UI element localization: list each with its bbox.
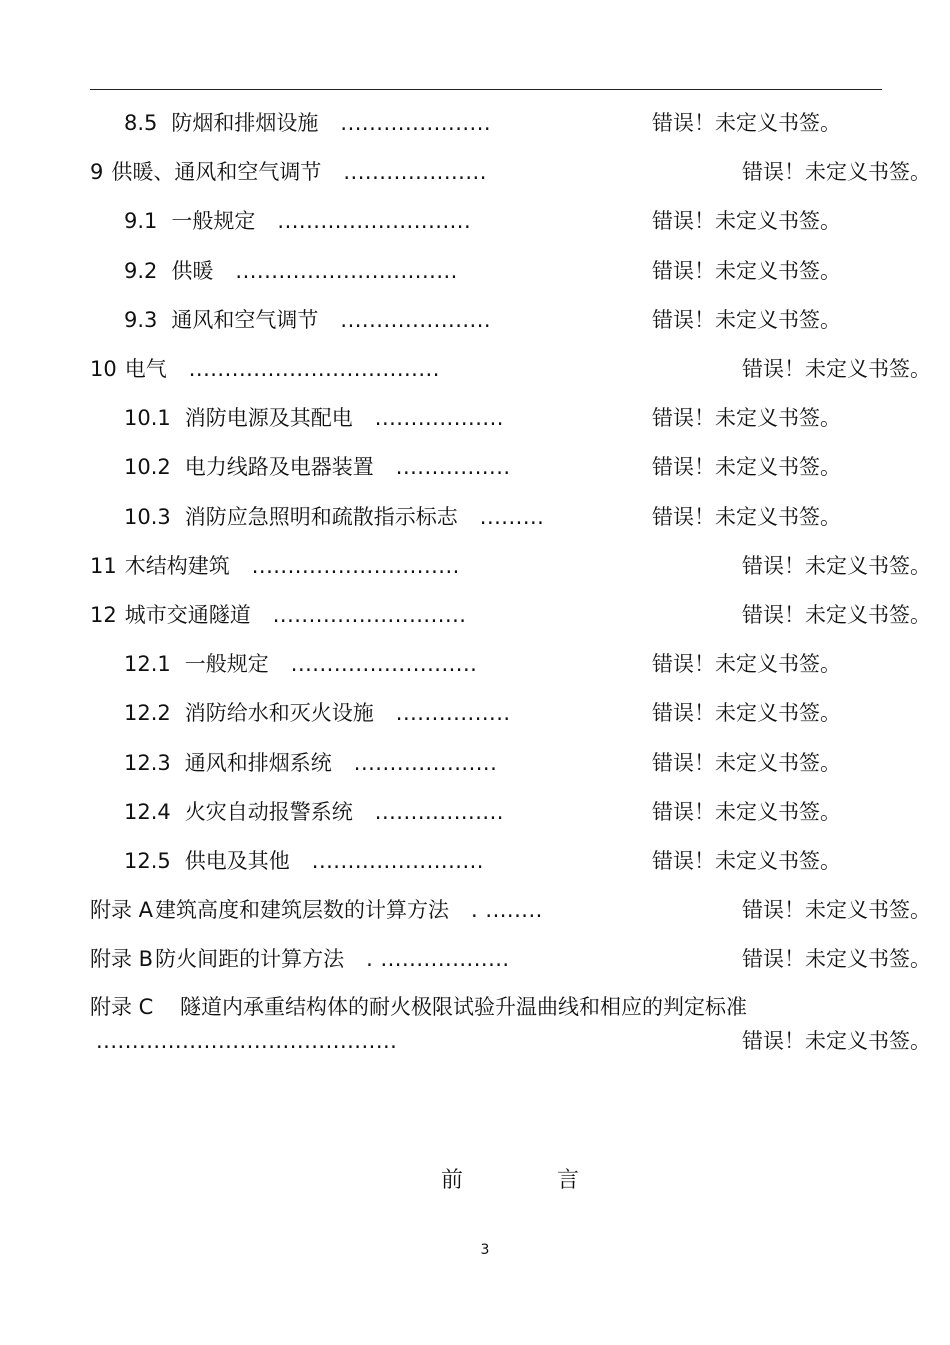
toc-entry-number: 12 bbox=[90, 603, 117, 627]
toc-entry-number: 8.5 bbox=[124, 111, 158, 135]
toc-entry[interactable] bbox=[124, 108, 850, 138]
toc-entry-page-ref: 错误！未定义书签。 bbox=[742, 603, 931, 627]
toc-entry-number: 12.1 bbox=[124, 652, 171, 676]
toc-entry[interactable] bbox=[124, 748, 850, 778]
toc-entry-page-ref: 错误！未定义书签。 bbox=[652, 652, 841, 676]
toc-entry-number: 10 bbox=[90, 357, 117, 381]
toc-entry-leader-dots: . ........ bbox=[471, 898, 543, 922]
toc-entry-number: 12.4 bbox=[124, 800, 171, 824]
toc-entry-leader-dots: ................................... bbox=[188, 357, 440, 381]
toc-entry-page-ref: 错误！未定义书签。 bbox=[652, 111, 841, 135]
toc-entry-title: 通风和排烟系统 bbox=[184, 751, 332, 775]
toc-entry[interactable] bbox=[124, 206, 850, 236]
toc-entry-appendix-c[interactable] bbox=[90, 992, 850, 1022]
toc-entry[interactable] bbox=[124, 698, 850, 728]
toc-entry-title: 木结构建筑 bbox=[124, 554, 230, 578]
toc-entry-leader-dots: .......................................... bbox=[96, 1029, 398, 1053]
toc-entry-number: 12.3 bbox=[124, 751, 171, 775]
toc-entry-page-ref: 错误！未定义书签。 bbox=[652, 209, 841, 233]
toc-entry-title: 一般规定 bbox=[184, 652, 269, 676]
toc-entry-page-ref: 错误！未定义书签。 bbox=[742, 947, 931, 971]
toc-entry-page-ref: 错误！未定义书签。 bbox=[652, 849, 841, 873]
toc-entry[interactable] bbox=[124, 452, 850, 482]
toc-entry[interactable] bbox=[124, 305, 850, 335]
toc-entry-number: 9.2 bbox=[124, 259, 158, 283]
toc-entry-leader-dots: ................ bbox=[395, 701, 511, 725]
toc-entry[interactable] bbox=[90, 600, 931, 630]
toc-entry-number: 附录 B bbox=[90, 947, 154, 971]
toc-entry-page-ref: 错误！未定义书签。 bbox=[742, 898, 931, 922]
toc-entry-page-ref: 错误！未定义书签。 bbox=[652, 751, 841, 775]
toc-entry-number: 12.2 bbox=[124, 701, 171, 725]
header-rule bbox=[90, 89, 882, 90]
toc-entry-number: 10.2 bbox=[124, 455, 171, 479]
toc-entry-title: 消防给水和灭火设施 bbox=[184, 701, 374, 725]
toc-entry-title: 通风和空气调节 bbox=[171, 308, 319, 332]
toc-entry-leader-dots: .................... bbox=[343, 160, 487, 184]
toc-entry-page-ref: 错误！未定义书签。 bbox=[652, 308, 841, 332]
toc-entry[interactable] bbox=[124, 502, 850, 532]
toc-entry[interactable] bbox=[90, 551, 931, 581]
toc-entry-leader-dots: ........................ bbox=[311, 849, 484, 873]
toc-entry-number: 9 bbox=[90, 160, 104, 184]
toc-entry[interactable] bbox=[90, 895, 931, 925]
toc-entry-title: 供暖、通风和空气调节 bbox=[111, 160, 322, 184]
toc-entry-page-ref: 错误！未定义书签。 bbox=[652, 455, 841, 479]
toc-entry-leader-dots: .................. bbox=[374, 406, 504, 430]
toc-entry-number: 11 bbox=[90, 554, 117, 578]
toc-entry-page-ref: 错误！未定义书签。 bbox=[742, 357, 931, 381]
toc-entry-title: 供暖 bbox=[171, 259, 214, 283]
toc-entry-page-ref: 错误！未定义书签。 bbox=[652, 800, 841, 824]
toc-entry-leader-dots: ............................... bbox=[235, 259, 458, 283]
toc-entry-title: 电气 bbox=[124, 357, 167, 381]
toc-entry-leader-dots: ......... bbox=[479, 505, 545, 529]
toc-entry-number: 10.1 bbox=[124, 406, 171, 430]
toc-entry-title: 火灾自动报警系统 bbox=[184, 800, 353, 824]
toc-entry[interactable] bbox=[124, 256, 850, 286]
page-number: 3 bbox=[480, 1242, 490, 1258]
toc-entry-title: 一般规定 bbox=[171, 209, 256, 233]
toc-entry-page-ref: 错误！未定义书签。 bbox=[742, 1029, 931, 1053]
toc-entry-page-ref: 错误！未定义书签。 bbox=[652, 701, 841, 725]
toc-entry[interactable] bbox=[90, 944, 931, 974]
toc-entry-page-ref: 错误！未定义书签。 bbox=[652, 505, 841, 529]
toc-entry-leader-dots: .................. bbox=[374, 800, 504, 824]
toc-entry-page-ref: 错误！未定义书签。 bbox=[742, 554, 931, 578]
toc-entry-title: 建筑高度和建筑层数的计算方法 bbox=[155, 898, 450, 922]
toc-entry-page-ref: 错误！未定义书签。 bbox=[742, 160, 931, 184]
toc-entry[interactable] bbox=[124, 846, 850, 876]
toc-entry[interactable] bbox=[124, 403, 850, 433]
toc-entry-number: 10.3 bbox=[124, 505, 171, 529]
toc-entry-number: 附录 C bbox=[90, 995, 154, 1019]
toc-entry-title: 防火间距的计算方法 bbox=[155, 947, 345, 971]
section-heading-right: 言 bbox=[557, 1168, 580, 1193]
toc-entry[interactable] bbox=[90, 354, 931, 384]
toc-entry-leader-dots: .......................... bbox=[290, 652, 478, 676]
toc-entry-leader-dots: . .................. bbox=[366, 947, 510, 971]
toc-entry-title: 城市交通隧道 bbox=[124, 603, 251, 627]
toc-entry-title: 电力线路及电器装置 bbox=[184, 455, 374, 479]
toc-entry-title: 防烟和排烟设施 bbox=[171, 111, 319, 135]
toc-entry-number: 附录 A bbox=[90, 898, 154, 922]
toc-entry-leader-dots: ........................... bbox=[277, 209, 472, 233]
toc-entry[interactable] bbox=[124, 797, 850, 827]
toc-entry-title: 隧道内承重结构体的耐火极限试验升温曲线和相应的判定标准 bbox=[180, 995, 748, 1019]
toc-entry-leader-dots: ............................. bbox=[251, 554, 460, 578]
toc-entry-title: 消防电源及其配电 bbox=[184, 406, 353, 430]
toc-entry-leader-dots: ..................... bbox=[340, 111, 492, 135]
toc-entry[interactable] bbox=[90, 157, 931, 187]
toc-entry-number: 12.5 bbox=[124, 849, 171, 873]
toc-entry-title: 供电及其他 bbox=[184, 849, 290, 873]
toc-entry[interactable] bbox=[124, 649, 850, 679]
section-heading-left: 前 bbox=[441, 1168, 464, 1193]
toc-entry-number: 9.3 bbox=[124, 308, 158, 332]
toc-entry-title: 消防应急照明和疏散指示标志 bbox=[184, 505, 458, 529]
toc-entry-leader-dots: ........................... bbox=[272, 603, 467, 627]
toc-entry-number: 9.1 bbox=[124, 209, 158, 233]
toc-entry-leader-dots: ..................... bbox=[340, 308, 492, 332]
toc-entry-page-ref: 错误！未定义书签。 bbox=[652, 406, 841, 430]
toc-entry-leader-dots: .................... bbox=[353, 751, 498, 775]
toc-entry-page-ref: 错误！未定义书签。 bbox=[652, 259, 841, 283]
toc-entry-leader-dots: ................ bbox=[395, 455, 511, 479]
toc-entry-appendix-c-leader[interactable] bbox=[90, 1026, 931, 1056]
